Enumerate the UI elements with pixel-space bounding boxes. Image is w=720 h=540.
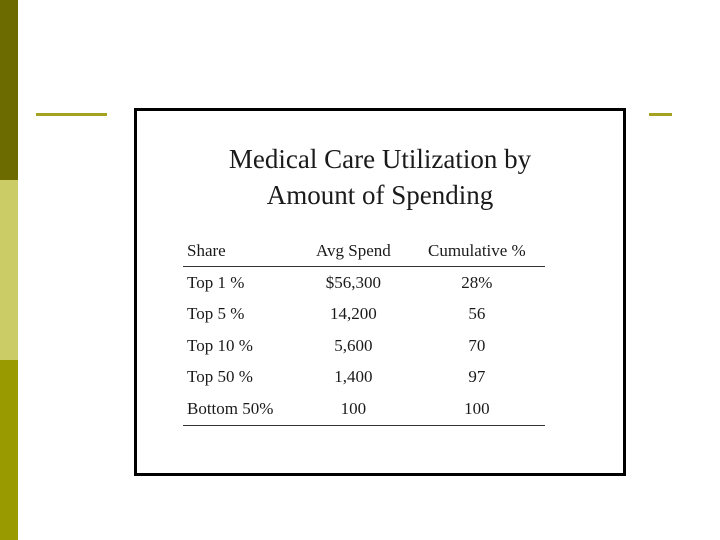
title-rule-left [36,113,107,116]
cell-share: Top 1 % [187,272,245,292]
cell-avg-spend: 1,400 [334,367,373,387]
cell-share: Top 10 % [187,335,253,355]
sidebar-accent-bottom [0,360,18,540]
header-share: Share [183,236,298,267]
cell-share: Top 50 % [187,367,253,387]
sidebar-accent-middle [0,180,18,360]
cell-cumulative: 28% [461,272,493,292]
figure-title-line-1: Medical Care Utilization by [228,144,532,174]
cell-cumulative: 70 [468,335,486,355]
sidebar-accent-top [0,0,18,180]
table-header-row [183,236,545,267]
cell-avg-spend: $56,300 [325,272,382,292]
cell-avg-spend: 100 [298,393,409,425]
cell-cumulative: 100 [409,393,545,425]
cell-share: Top 5 % [187,304,245,324]
cell-cumulative: 56 [468,304,486,324]
table-figure [134,108,626,476]
table-row [183,362,545,394]
figure-title-line-2: Amount of Spending [266,180,494,210]
spending-table [183,236,545,426]
cell-share: Bottom 50% [183,393,298,425]
header-avg-spend: Avg Spend [298,236,409,267]
cell-avg-spend: 14,200 [330,304,377,324]
table-row [183,393,545,425]
table-row [183,330,545,362]
title-rule-right [649,113,672,116]
table-row [183,267,545,299]
table-row [183,299,545,331]
cell-cumulative: 97 [468,367,486,387]
cell-avg-spend: 5,600 [334,335,373,355]
header-cumulative: Cumulative % [409,236,545,267]
figure-title [137,141,623,213]
